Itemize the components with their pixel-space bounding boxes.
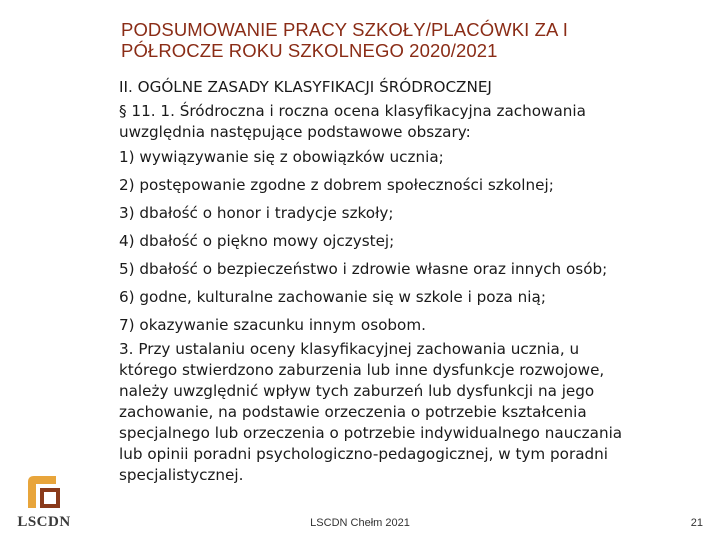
paragraph-1 bbox=[119, 101, 709, 143]
list-item-3: 3) dbałość o honor i tradycje szkoły; bbox=[119, 204, 394, 222]
paragraph-1-line-2: uwzględnia następujące podstawowe obszary: bbox=[119, 123, 471, 141]
lscdn-logo-mark-icon bbox=[24, 474, 64, 510]
page-number: 21 bbox=[690, 517, 703, 529]
logo-text: LSCDN bbox=[17, 514, 71, 530]
paragraph-3 bbox=[119, 339, 709, 486]
paragraph-1-line-1: § 11. 1. Śródroczna i roczna ocena klasyfikacyjna zachowania bbox=[119, 102, 586, 120]
paragraph-3-line-5: specjalnego lub orzeczenia o potrzebie indywidualnego nauczania bbox=[119, 424, 623, 442]
paragraph-3-line-4: zachowanie, na podstawie orzeczenia o potrzebie kształcenia bbox=[119, 403, 587, 421]
footer-text: LSCDN Chełm 2021 bbox=[310, 517, 410, 529]
paragraph-3-line-2: którego stwierdzono zaburzenia lub inne dysfunkcje rozwojowe, bbox=[119, 361, 605, 379]
list-item-2: 2) postępowanie zgodne z dobrem społeczności szkolnej; bbox=[119, 176, 554, 194]
paragraph-3-line-3: należy uwzględnić wpływ tych zaburzeń lub dysfunkcji na jego bbox=[119, 382, 595, 400]
list-item-5: 5) dbałość o bezpieczeństwo i zdrowie własne oraz innych osób; bbox=[119, 260, 608, 278]
list-item-6: 6) godne, kulturalne zachowanie się w szkole i poza nią; bbox=[119, 288, 546, 306]
list-item-7: 7) okazywanie szacunku innym osobom. bbox=[119, 316, 426, 334]
slide-title-line-1: PODSUMOWANIE PRACY SZKOŁY/PLACÓWKI ZA I bbox=[121, 19, 568, 40]
slide-title bbox=[121, 19, 681, 61]
slide-title-line-2: PÓŁROCZE ROKU SZKOLNEGO 2020/2021 bbox=[121, 40, 498, 61]
paragraph-3-line-1: 3. Przy ustalaniu oceny klasyfikacyjnej zachowania ucznia, u bbox=[119, 340, 580, 358]
slide-content bbox=[119, 73, 709, 486]
section-heading: II. OGÓLNE ZASADY KLASYFIKACJI ŚRÓDROCZNEJ bbox=[119, 78, 492, 96]
paragraph-3-line-6: lub opinii poradni psychologiczno-pedagogicznej, w tym poradni bbox=[119, 445, 609, 463]
paragraph-3-line-7: specjalistycznej. bbox=[119, 466, 244, 484]
list-item-1: 1) wywiązywanie się z obowiązków ucznia; bbox=[119, 148, 444, 166]
list-item-4: 4) dbałość o piękno mowy ojczystej; bbox=[119, 232, 395, 250]
